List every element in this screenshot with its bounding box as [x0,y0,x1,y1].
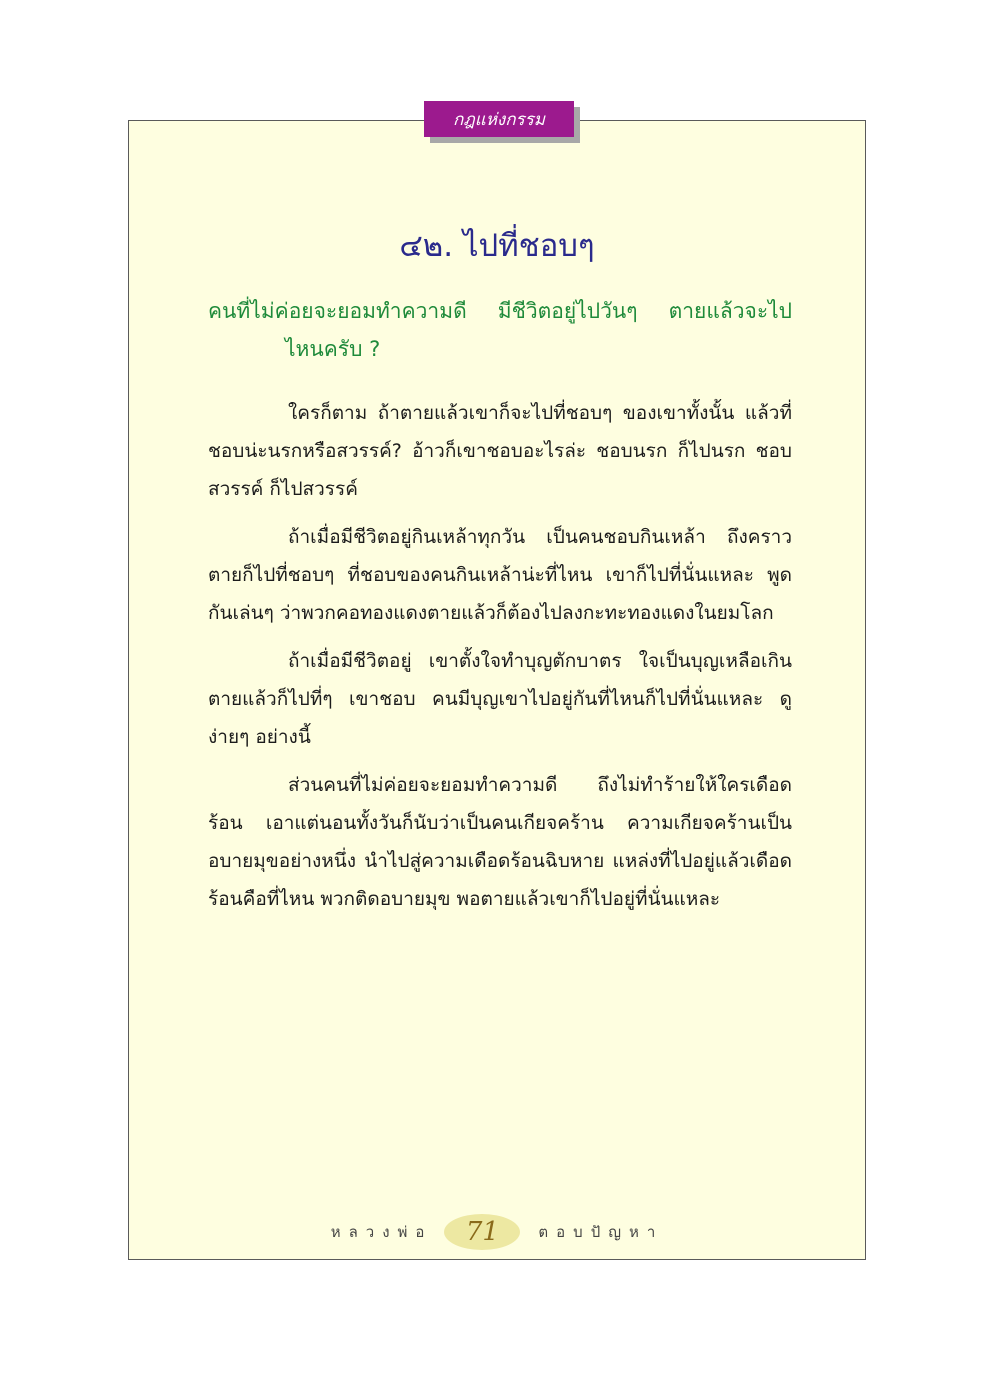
paragraph-3: ถ้าเมื่อมีชีวิตอยู่ เขาตั้งใจทำบุญตักบาตร ใจเป็นบุญเหลือเกิน ตายแล้วก็ไปที่ๆ เขาชอบ คนมีบุญเขาไปอยู่กันที่ไหนก็ไปที่นั่นแหละ ดูง่ายๆ อย่างนี้ [208,650,792,748]
footer-left: หลวงพ่อ [330,1223,433,1241]
header-tab: กฎแห่งกรรม [424,101,574,137]
footer [128,1212,866,1252]
paragraph-2: ถ้าเมื่อมีชีวิตอยู่กินเหล้าทุกวัน เป็นคนชอบกินเหล้า ถึงคราวตายก็ไปที่ชอบๆ ที่ชอบของคนกินเหล้าน่ะที่ไหน เขาก็ไปที่นั่นแหละ พูดกันเล่นๆ ว่าพวกคอทองแดงตายแล้วก็ต้องไปลงกะทะทองแดงในยมโลก [208,526,792,624]
paragraph-1: ใครก็ตาม ถ้าตายแล้วเขาก็จะไปที่ชอบๆ ของเขาทั้งนั้น แล้วที่ชอบน่ะนรกหรือสวรรค์? อ้าวก็เขาชอบอะไรล่ะ ชอบนรก ก็ไปนรก ชอบสวรรค์ ก็ไปสวรรค์ [208,402,792,500]
question-line-1: คนที่ไม่ค่อยจะยอมทำความดี มีชีวิตอยู่ไปวันๆ ตายแล้วจะไป [208,299,792,323]
page-number: 71 [444,1214,520,1250]
question [208,292,792,368]
chapter-title: ๔๒. ไปที่ชอบๆ [399,228,595,264]
question-line-2: ไหนครับ ? [285,337,381,361]
answer-body [208,394,792,928]
footer-right: ตอบปัญหา [538,1223,664,1241]
paragraph-4: ส่วนคนที่ไม่ค่อยจะยอมทำความดี ถึงไม่ทำร้ายให้ใครเดือดร้อน เอาแต่นอนทั้งวันก็นับว่าเป็นคนเกียจคร้าน ความเกียจคร้านเป็นอบายมุขอย่างหนึ่ง นำไปสู่ความเดือดร้อนฉิบหาย แหล่งที่ไปอยู่แล้วเดือดร้อนคือที่ไหน พวกติดอบายมุข พอตายแล้วเขาก็ไปอยู่ที่นั่นแหละ [208,774,792,910]
